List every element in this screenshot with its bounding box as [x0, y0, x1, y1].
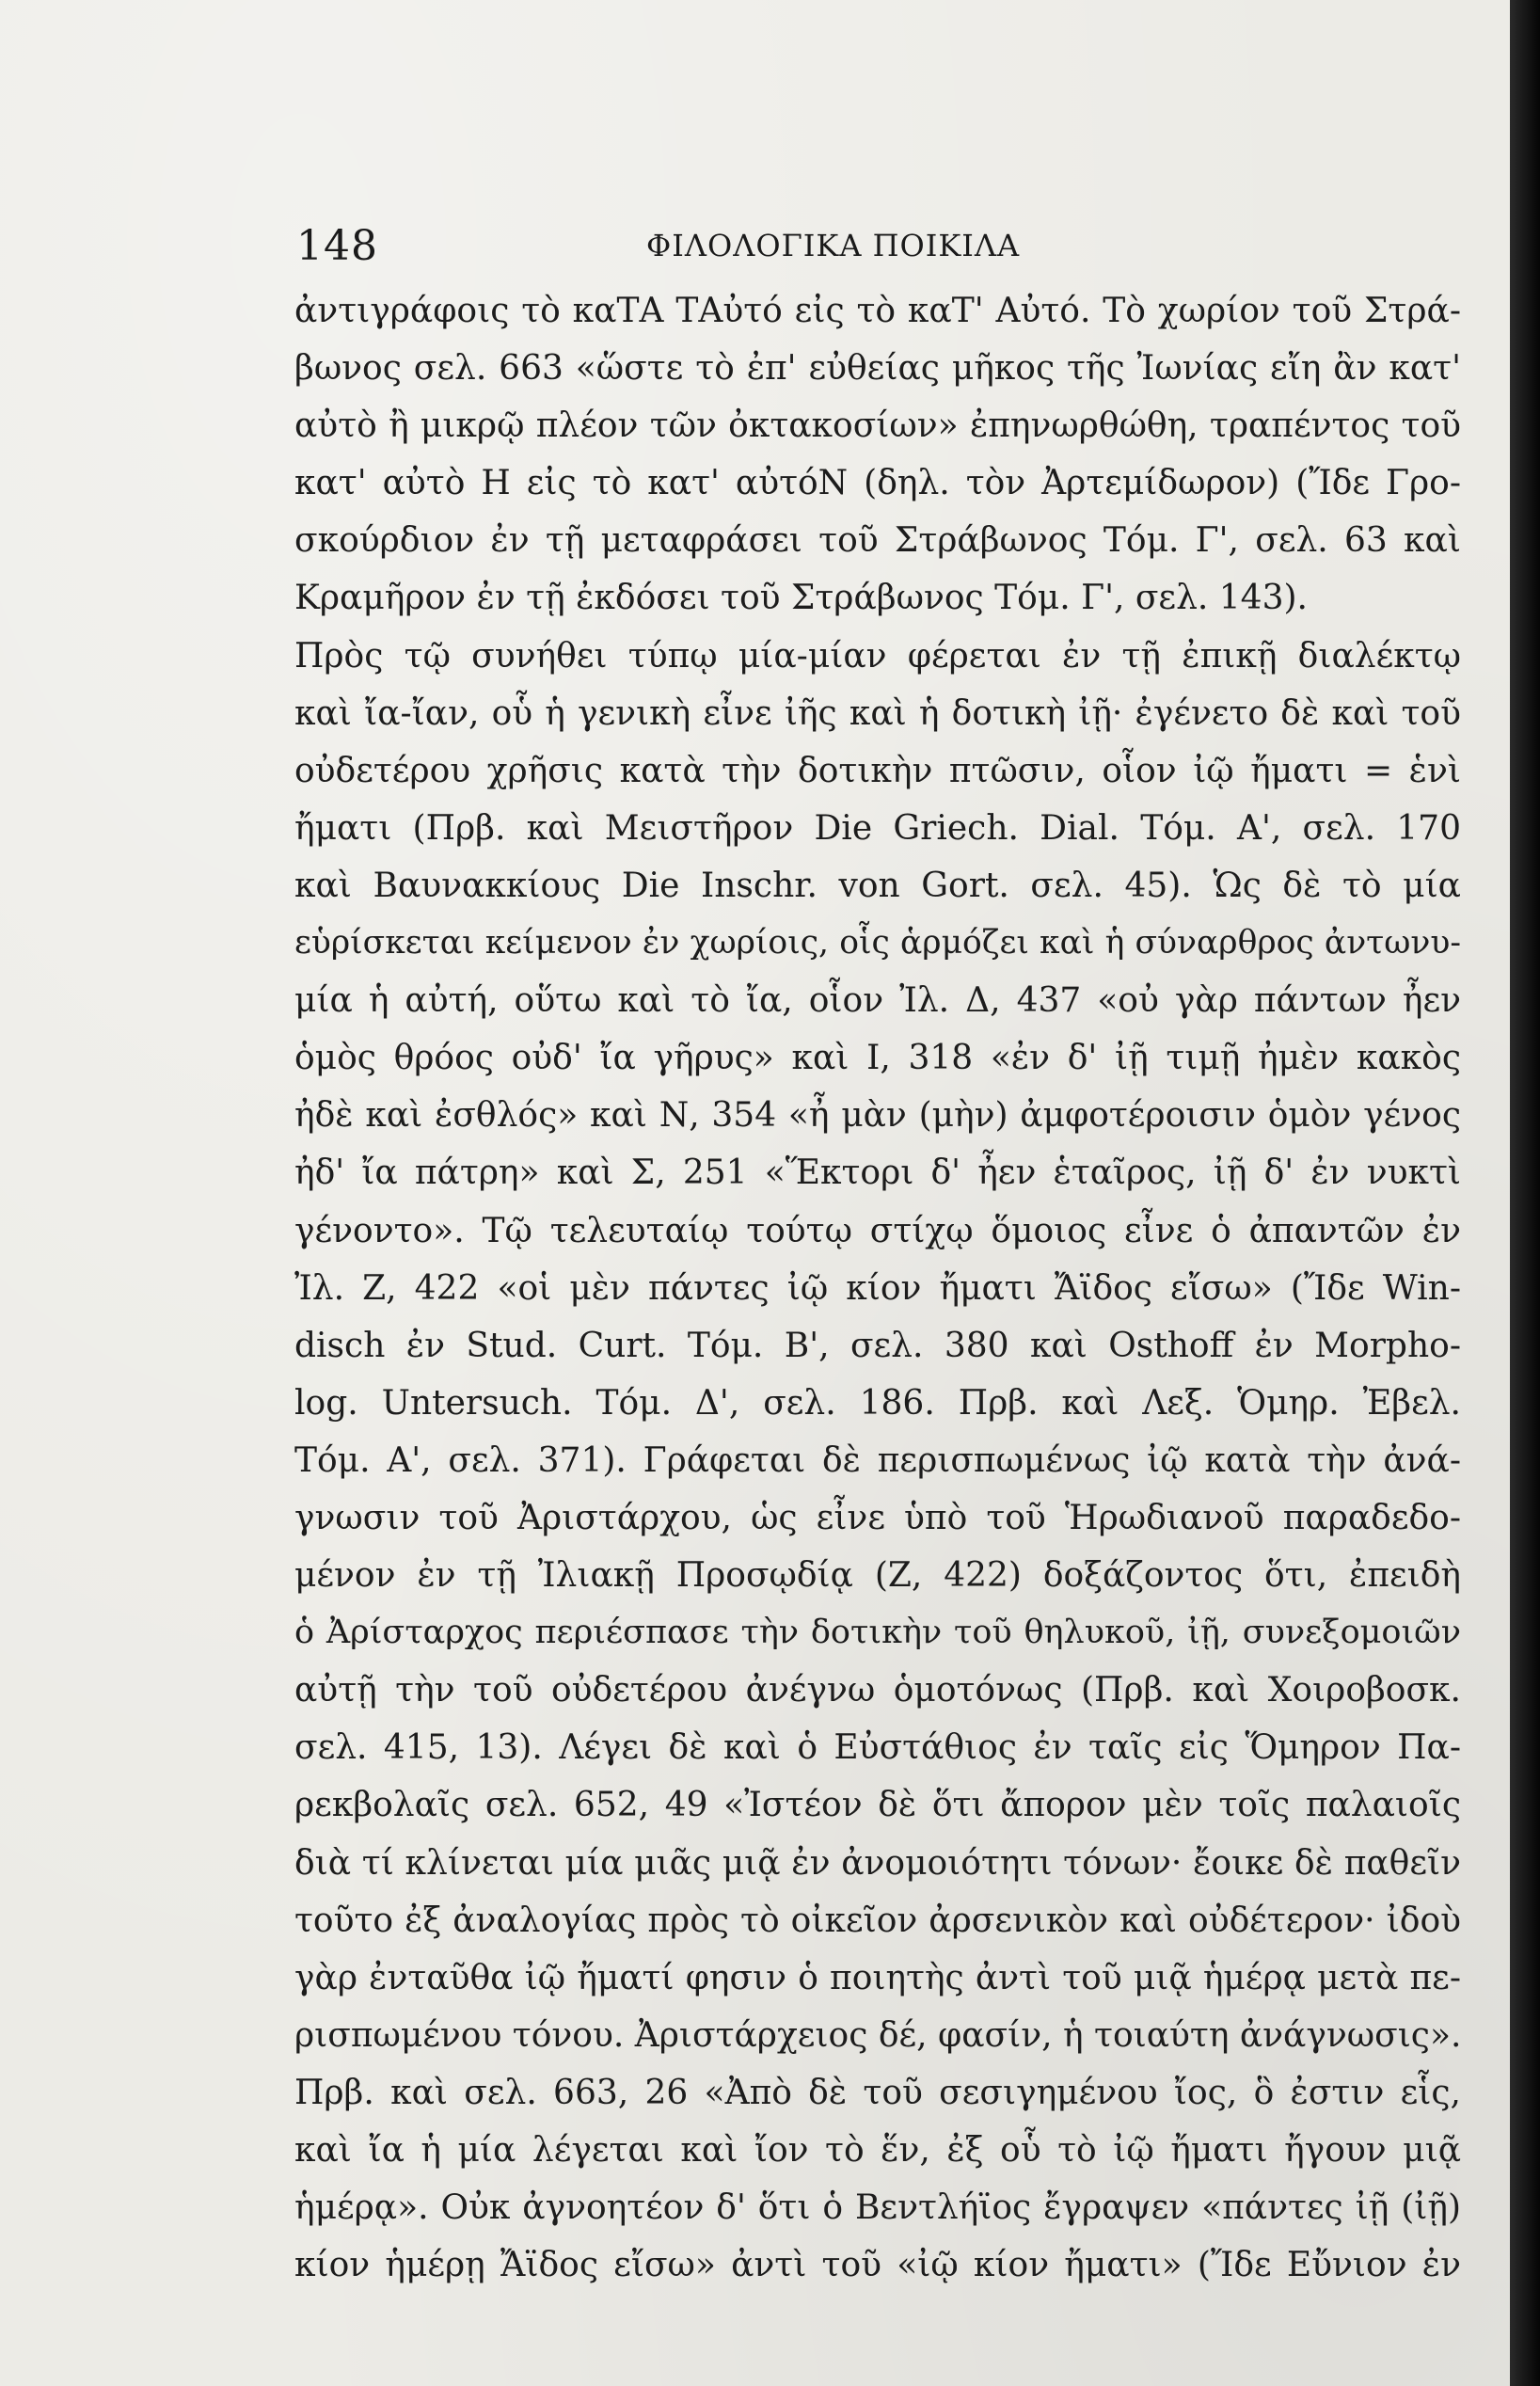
text-line: αὐτῇ τὴν τοῦ οὐδετέρου ἀνέγνω ὁμοτόνως (Πρβ. καὶ Χοιροβοσκ. [294, 1671, 1461, 1710]
text-line: διὰ τί κλίνεται μία μιᾶς μιᾷ ἐν ἀνομοιότητι τόνων· ἔοικε δὲ παθεῖν [294, 1843, 1461, 1883]
text-line: γὰρ ἐνταῦθα ἰῷ ἤματί φησιν ὁ ποιητὴς ἀντὶ τοῦ μιᾷ ἡμέρᾳ μετὰ πε- [294, 1958, 1461, 1997]
text-line: μένον ἐν τῇ Ἰλιακῇ Προσῳδίᾳ (Ζ, 422) δοξάζοντος ὅτι, ἐπειδὴ [294, 1556, 1461, 1596]
text-line: κίον ἡμέρῃ Ἄϊδος εἴσω» ἀντὶ τοῦ «ἰῷ κίον ἤματι» (Ἴδε Εὔνιον ἐν [294, 2246, 1461, 2285]
text-line: γνωσιν τοῦ Ἀριστάρχου, ὡς εἶνε ὑπὸ τοῦ Ἡρωδιανοῦ παραδεδο- [294, 1498, 1461, 1537]
text-line: μία ἡ αὐτή, οὕτω καὶ τὸ ἴα, οἷον Ἰλ. Δ, 437 «οὐ γὰρ πάντων ἦεν [294, 981, 1461, 1021]
page-number: 148 [296, 222, 378, 270]
text-line: Πρὸς τῷ συνήθει τύπῳ μία-μίαν φέρεται ἐν τῇ ἐπικῇ διαλέκτῳ [294, 636, 1461, 676]
text-line: ὁ Ἀρίσταρχος περιέσπασε τὴν δοτικὴν τοῦ θηλυκοῦ, ἰῇ, συνεξομοιῶν [294, 1614, 1461, 1652]
text-line: Κραμῆρον ἐν τῇ ἐκδόσει τοῦ Στράβωνος Τόμ. Γ', σελ. 143). [294, 579, 1308, 618]
running-head: ΦΙΛΟΛΟΓΙΚΑ ΠΟΙΚΙΛΑ [646, 228, 1021, 263]
text-line: σελ. 415, 13). Λέγει δὲ καὶ ὁ Εὐστάθιος ἐν ταῖς εἰς Ὅμηρον Πα- [294, 1728, 1461, 1768]
text-line: οὐδετέρου χρῆσις κατὰ τὴν δοτικὴν πτῶσιν, οἷον ἰῷ ἤματι = ἑνὶ [294, 751, 1461, 790]
text-line: disch ἐν Stud. Curt. Τόμ. Β', σελ. 380 καὶ Osthoff ἐν Morpho- [294, 1326, 1461, 1365]
text-line: κατ' αὐτὸ Η εἰς τὸ κατ' αὐτόΝ (δηλ. τὸν Ἀρτεμίδωρον) (Ἴδε Γρο- [294, 464, 1461, 503]
text-line: βωνος σελ. 663 «ὥστε τὸ ἐπ' εὐθείας μῆκος τῆς Ἰωνίας εἴη ἂν κατ' [294, 349, 1461, 389]
text-line: ἡμέρᾳ». Οὐκ ἀγνοητέον δ' ὅτι ὁ Βεντλήϊος ἔγραψεν «πάντες ἰῇ (ἰῇ) [294, 2188, 1461, 2228]
text-line: log. Untersuch. Τόμ. Δ', σελ. 186. Πρβ. καὶ Λεξ. Ὁμηρ. Ἐβελ. [294, 1383, 1461, 1423]
text-line: αὐτὸ ἢ μικρῷ πλέον τῶν ὀκτακοσίων» ἐπηνωρθώθη, τραπέντος τοῦ [294, 406, 1461, 446]
text-line: καὶ ἴα ἡ μία λέγεται καὶ ἴον τὸ ἕν, ἐξ οὗ τὸ ἰῷ ἤματι ἤγουν μιᾷ [294, 2131, 1461, 2170]
text-line: γένοντο». Τῷ τελευταίῳ τούτῳ στίχῳ ὅμοιος εἶνε ὁ ἀπαντῶν ἐν [294, 1211, 1461, 1250]
scan-edge [1510, 0, 1540, 2386]
text-line: ἤματι (Πρβ. καὶ Μειστῆρον Die Griech. Dial. Τόμ. Α', σελ. 170 [294, 808, 1461, 848]
text-line: ἠδὲ καὶ ἐσθλός» καὶ Ν, 354 «ἦ μὰν (μὴν) ἀμφοτέροισιν ὁμὸν γένος [294, 1096, 1461, 1136]
body-text [294, 282, 1461, 2294]
text-line: καὶ Βαυνακκίους Die Inschr. von Gort. σελ. 45). Ὡς δὲ τὸ μία [294, 866, 1461, 905]
text-line: Πρβ. καὶ σελ. 663, 26 «Ἀπὸ δὲ τοῦ σεσιγημένου ἴος, ὃ ἐστιν εἷς, [294, 2073, 1461, 2112]
text-line: εὑρίσκεται κείμενον ἐν χωρίοις, οἷς ἁρμόζει καὶ ἡ σύναρθρος ἀντωνυ- [294, 924, 1461, 962]
text-line: Ἰλ. Ζ, 422 «οἱ μὲν πάντες ἰῷ κίον ἤματι Ἄϊδος εἴσω» (Ἴδε Win- [294, 1268, 1461, 1308]
text-line: σκούρδιον ἐν τῇ μεταφράσει τοῦ Στράβωνος Τόμ. Γ', σελ. 63 καὶ [294, 521, 1461, 561]
text-line: ἀντιγράφοις τὸ καΤΑ ΤΑὐτό εἰς τὸ καΤ' Αὐτό. Τὸ χωρίον τοῦ Στρά- [294, 292, 1461, 330]
text-line: ἠδ' ἴα πάτρη» καὶ Σ, 251 «Ἕκτορι δ' ἦεν ἑταῖρος, ἰῇ δ' ἐν νυκτὶ [294, 1153, 1461, 1193]
text-line: ὁμὸς θρόος οὐδ' ἴα γῆρυς» καὶ Ι, 318 «ἐν δ' ἰῇ τιμῇ ἠμὲν κακὸς [294, 1039, 1461, 1078]
text-line: τοῦτο ἐξ ἀναλογίας πρὸς τὸ οἰκεῖον ἀρσενικὸν καὶ οὐδέτερον· ἰδοὺ [294, 1901, 1461, 1940]
text-line: ρισπωμένου τόνου. Ἀριστάρχειος δέ, φασίν, ἡ τοιαύτη ἀνάγνωσις». [294, 2015, 1462, 2055]
text-line: καὶ ἴα-ἴαν, οὗ ἡ γενικὴ εἶνε ἰῆς καὶ ἡ δοτικὴ ἰῇ· ἐγένετο δὲ καὶ τοῦ [294, 693, 1461, 733]
page-header [296, 222, 1463, 278]
text-line: Τόμ. Α', σελ. 371). Γράφεται δὲ περισπωμένως ἰῷ κατὰ τὴν ἀνά- [294, 1440, 1461, 1480]
text-line: ρεκβολαῖς σελ. 652, 49 «Ἰστέον δὲ ὅτι ἄπορον μὲν τοῖς παλαιοῖς [294, 1786, 1461, 1825]
